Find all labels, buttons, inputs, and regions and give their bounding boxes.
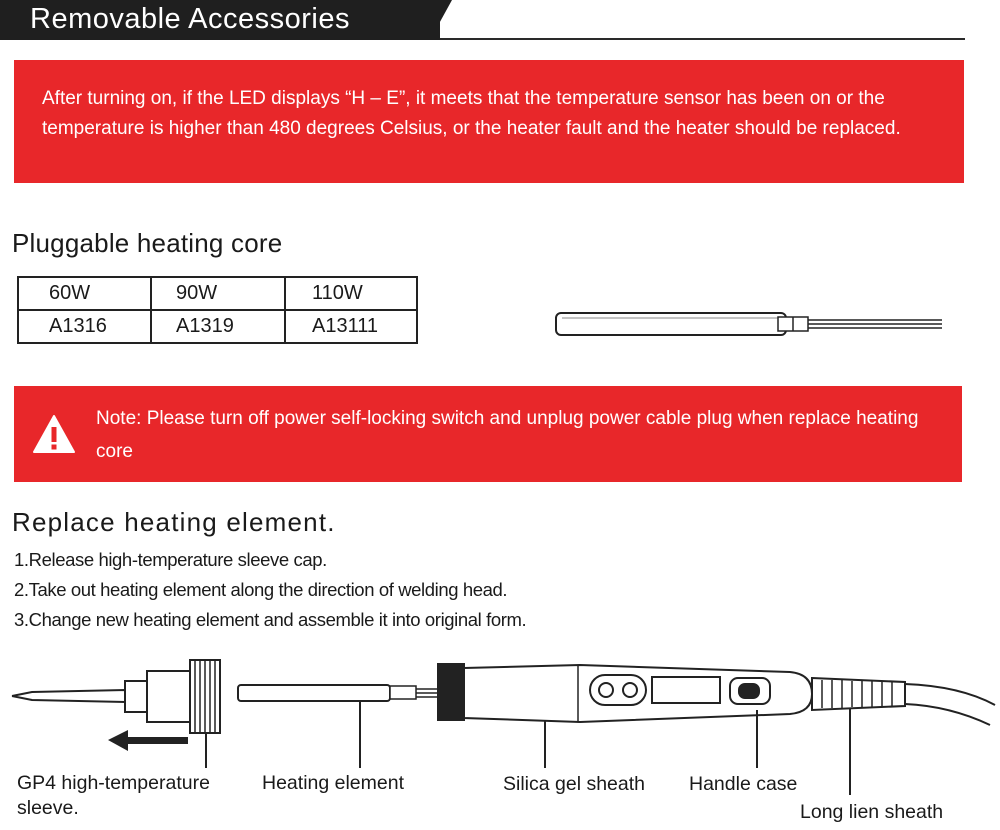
direction-arrow-icon xyxy=(108,730,188,751)
label-sleeve-line2: sleeve. xyxy=(17,797,79,819)
list-item: 1.Release high-temperature sleeve cap. xyxy=(14,549,327,570)
list-item: 2.Take out heating element along the direction of welding head. xyxy=(14,579,508,600)
table-cell: 110W xyxy=(285,277,417,310)
table-cell: 60W xyxy=(18,277,151,310)
warning-text: After turning on, if the LED displays “H – E”, it meets that the temperature sensor has been on or the temperature is higher than 480 degrees Celsius, or the heater fault and the heater should be replaced. xyxy=(42,88,901,139)
label-handle-case: Handle case xyxy=(689,773,798,795)
soldering-tip xyxy=(12,671,191,722)
label-sleeve-line1: GP4 high-temperature xyxy=(17,772,210,794)
heating-core-title: Pluggable heating core xyxy=(12,228,283,258)
label-heating-element: Heating element xyxy=(262,772,405,794)
label-long-sheath: Long lien sheath xyxy=(800,801,944,823)
note-text: Note: Please turn off power self-locking switch and unplug power cable plug when replace heating core xyxy=(96,408,919,462)
table-cell: A1319 xyxy=(151,310,285,343)
cable-sheath xyxy=(812,678,995,725)
list-item: 3.Change new heating element and assemble it into original form. xyxy=(14,609,527,630)
replace-title: Replace heating element. xyxy=(12,507,336,537)
label-sleeve xyxy=(17,771,210,821)
handle xyxy=(438,664,812,722)
page-title: Removable Accessories xyxy=(30,3,350,35)
label-silica-sheath: Silica gel sheath xyxy=(503,773,646,795)
table-cell: A1316 xyxy=(18,310,151,343)
sleeve-nut xyxy=(190,660,220,733)
heating-element xyxy=(238,685,438,701)
table-cell: 90W xyxy=(151,277,285,310)
table-cell: A13111 xyxy=(285,310,417,343)
